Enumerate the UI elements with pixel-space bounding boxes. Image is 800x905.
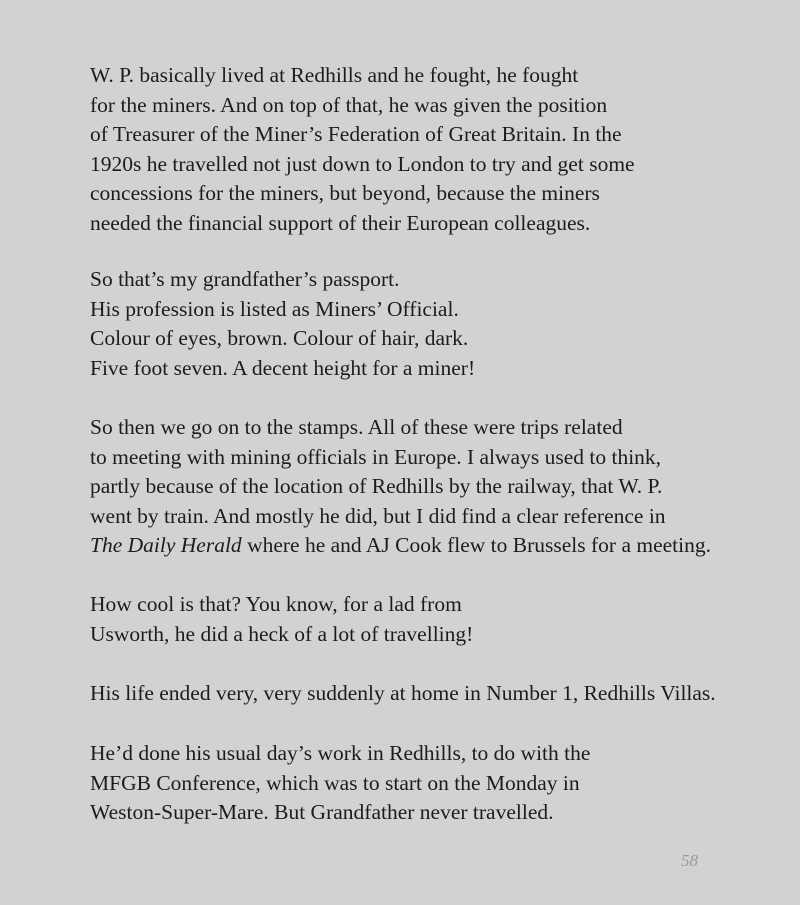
paragraph-conference xyxy=(90,739,780,828)
text-line: partly because of the location of Redhills by the railway, that W. P. xyxy=(90,474,663,498)
text-line: He’d done his usual day’s work in Redhills, to do with the xyxy=(90,741,591,765)
text-line: Weston-Super-Mare. But Grandfather never travelled. xyxy=(90,800,554,824)
text-line: for the miners. And on top of that, he was given the position xyxy=(90,92,608,117)
text-line-rest: where he and AJ Cook flew to Brussels for a meeting. xyxy=(241,533,712,557)
text-line: So then we go on to the stamps. All of these were trips related xyxy=(90,415,623,439)
page-number: 58 xyxy=(681,851,698,870)
text-line: of Treasurer of the Miner’s Federation of Great Britain. In the xyxy=(90,122,622,146)
text-line: needed the financial support of their European colleagues. xyxy=(90,210,591,235)
paragraph-life-ended xyxy=(90,679,780,709)
text-line: 1920s he travelled not just down to London to try and get some xyxy=(90,151,635,176)
text-line: to meeting with mining officials in Europe. I always used to think, xyxy=(90,444,662,469)
text-line: Usworth, he did a heck of a lot of travelling! xyxy=(90,621,474,646)
text-line: How cool is that? You know, for a lad from xyxy=(90,592,462,616)
text-line: went by train. And mostly he did, but I did find a clear reference in xyxy=(90,503,666,528)
paragraph-passport xyxy=(90,265,780,383)
text-line xyxy=(90,531,780,561)
paragraph-treasurer xyxy=(90,61,780,238)
text-line: concessions for the miners, but beyond, because the miners xyxy=(90,181,600,205)
paragraph-travelling xyxy=(90,590,780,649)
text-line: His profession is listed as Miners’ Official. xyxy=(90,296,459,321)
text-line: So that’s my grandfather’s passport. xyxy=(90,267,400,291)
text-line: Colour of eyes, brown. Colour of hair, dark. xyxy=(90,326,469,350)
newspaper-title: The Daily Herald xyxy=(90,533,242,557)
text-line: W. P. basically lived at Redhills and he fought, he fought xyxy=(90,63,579,87)
paragraph-stamps xyxy=(90,413,780,561)
text-line: MFGB Conference, which was to start on the Monday in xyxy=(90,770,580,795)
text-line: Five foot seven. A decent height for a miner! xyxy=(90,355,476,380)
text-line: His life ended very, very suddenly at home in Number 1, Redhills Villas. xyxy=(90,681,716,705)
